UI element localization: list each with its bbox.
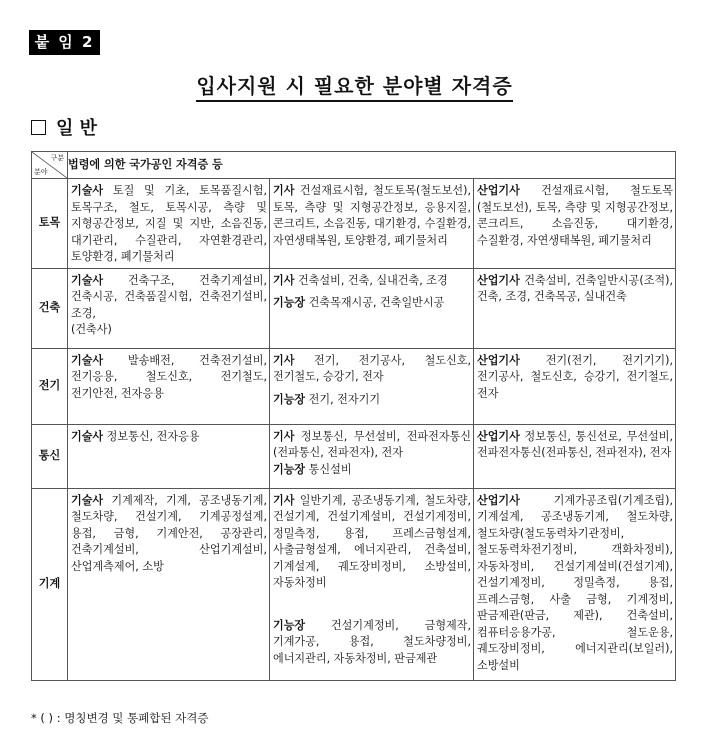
- page-title: 입사지원 시 필요한 분야별 자격증: [0, 70, 709, 99]
- table-row: [32, 268, 676, 348]
- cell-technician: 기술사 기계제작, 기계, 공조냉동기계, 철도차량, 건설기계, 기계공정설계, 용접, 금형, 기계안전, 공장관리, 건축기계설비, 산업기계설비, 산업계측제어, 소방: [68, 488, 270, 680]
- corner-cell: 구분 분야: [32, 152, 68, 179]
- cell-industrial-engineer: 산업기사 기계가공조립(기계조립), 기계설계, 공조냉동기계, 철도차량, 철도차량(철도동력차기관정비, 철도동력차전기정비, 객화차정비), 자동차정비, 건설기계설비(건설기계), 건설기계정비, 정밀측정, 용접, 프레스금형, 사출 금형, 기계정비, 판금제관(판금, 제관), 건축설비, 컴퓨터응용가공, 철도운용, 궤도장비정비, 에너지관리(보일러), 소방설비: [474, 488, 676, 680]
- cell-engineer: 기사 정보통신, 무선설비, 전파전자통신(전파통신, 전파전자), 전자 기능장 통신설비: [270, 424, 474, 488]
- cell-engineer: 기사 전기, 전기공사, 철도신호, 전기철도, 승강기, 전자 기능장 전기, 전자기기: [270, 348, 474, 424]
- table-row: [32, 348, 676, 424]
- table-row: [32, 424, 676, 488]
- section-heading: 일 반: [31, 114, 97, 140]
- cell-technician: 기술사 정보통신, 전자응용: [68, 424, 270, 488]
- cell-industrial-engineer: 산업기사 정보통신, 통신선로, 무선설비, 전파전자통신(전파통신, 전파전자), 전자: [474, 424, 676, 488]
- field-label: 통신: [32, 424, 68, 488]
- cell-engineer: 기사 건설재료시험, 철도토목(철도보선), 토목, 측량 및 지형공간정보, 응용지질, 콘크리트, 소음진동, 대기환경, 수질환경, 자연생태복원, 토양환경, 폐기물처리: [270, 179, 474, 269]
- cell-industrial-engineer: 산업기사 건설재료시험, 철도토목(철도보선), 토목, 측량 및 지형공간정보, 콘크리트, 소음진동, 대기환경, 수질환경, 자연생태복원, 폐기물처리: [474, 179, 676, 269]
- cell-engineer: 기사 일반기계, 공조냉동기계, 철도차량, 건설기계, 건설기계설비, 건설기계정비, 정밀측정, 용접, 프레스금형설계, 사출금형설계, 에너지관리, 건축설비, 기계설계, 궤도장비정비, 소방설비, 자동차정비 기능장 건설기계정비, 금형제작, 기계가공, 용접, 철도차량정비, 에너지관리, 자동차정비, 판금제관: [270, 488, 474, 680]
- cell-technician: 기술사 건축구조, 건축기계설비, 건축시공, 건축품질시험, 건축전기설비, 조경, (건축사): [68, 268, 270, 348]
- cell-industrial-engineer: 산업기사 전기(전기, 전기기기), 전기공사, 철도신호, 승강기, 전기철도, 전자: [474, 348, 676, 424]
- footnote: * ( ) : 명칭변경 및 통폐합된 자격증: [31, 711, 209, 725]
- field-label: 토목: [32, 179, 68, 269]
- cell-technician: 기술사 토질 및 기초, 토목품질시험, 토목구조, 철도, 토목시공, 측량 및 지형공간정보, 지질 및 지반, 소음진동, 대기관리, 수질관리, 자연환경관리, 토양환경, 폐기물처리: [68, 179, 270, 269]
- table-header: 법령에 의한 국가공인 자격증 등: [68, 152, 676, 179]
- checkbox-square-icon: [31, 120, 46, 135]
- qualification-table: [31, 151, 676, 681]
- table-row: [32, 179, 676, 269]
- field-label: 전기: [32, 348, 68, 424]
- field-label: 기계: [32, 488, 68, 680]
- attachment-badge: 붙 임 2: [29, 30, 100, 55]
- field-label: 건축: [32, 268, 68, 348]
- cell-industrial-engineer: 산업기사 건축설비, 건축일반시공(조적), 건축, 조경, 건축목공, 실내건축: [474, 268, 676, 348]
- table-row: [32, 488, 676, 680]
- cell-engineer: 기사 건축설비, 건축, 실내건축, 조경 기능장 건축목재시공, 건축일반시공: [270, 268, 474, 348]
- table-header-row: [32, 152, 676, 179]
- cell-technician: 기술사 발송배전, 건축전기설비, 전기응용, 철도신호, 전기철도, 전기안전, 전자응용: [68, 348, 270, 424]
